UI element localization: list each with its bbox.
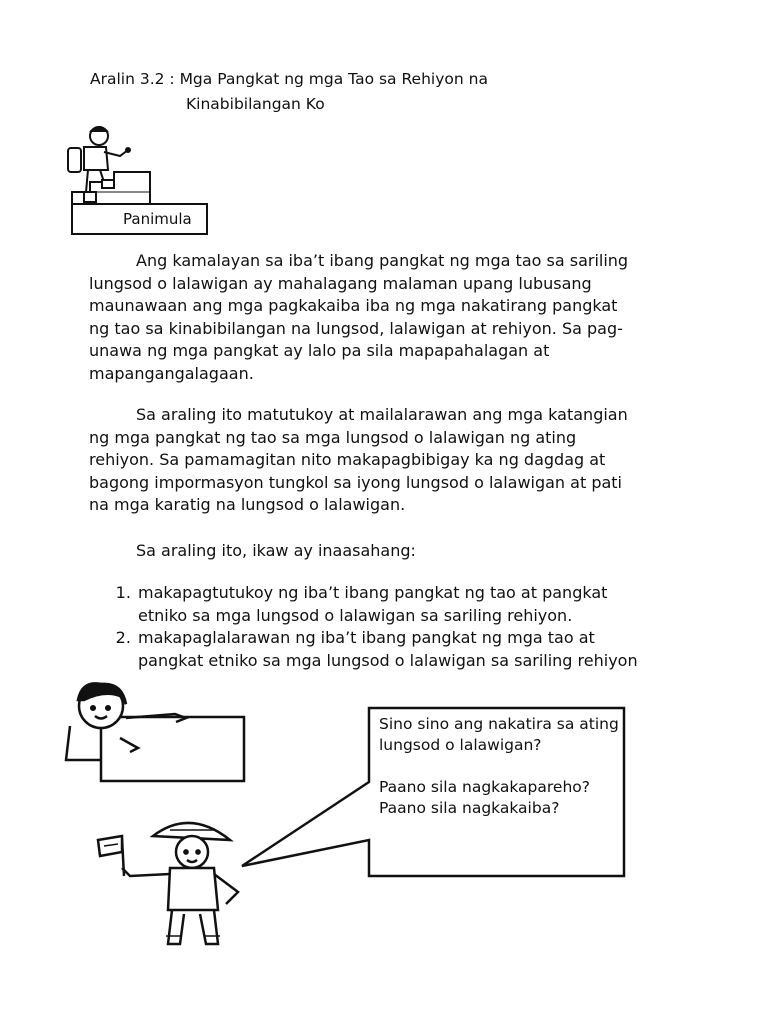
bubble-question-1: Sino sino ang nakatira sa ating lungsod o lalawigan? bbox=[379, 715, 619, 754]
p2-line-2: ng mga pangkat ng tao sa mga lungsod o lalawigan ng ating bbox=[89, 427, 577, 447]
objective-item bbox=[136, 627, 696, 672]
objectives-intro bbox=[89, 540, 689, 563]
p1-line-5: unawa ng mga pangkat ay lalo pa sila mapapahalagan at bbox=[89, 341, 550, 360]
boy-holding-sign-icon bbox=[66, 683, 244, 781]
objective-2-line-2: pangkat etniko sa mga lungsod o lalawigan sa sariling rehiyon bbox=[138, 650, 638, 670]
lesson-title-line1: Aralin 3.2 : Mga Pangkat ng mga Tao sa Rehiyon na bbox=[90, 70, 488, 88]
objective-2-line-1: makapaglalarawan ng iba’t ibang pangkat ng mga tao at bbox=[138, 628, 595, 647]
p2-line-4: bagong impormasyon tungkol sa iyong lungsod o lalawigan at pati bbox=[89, 472, 622, 492]
section-label-panimula bbox=[71, 203, 208, 235]
p3-text: Sa araling ito, ikaw ay inaasahang: bbox=[136, 541, 416, 560]
p2-line-5: na mga karatig na lungsod o lalawigan. bbox=[89, 495, 406, 514]
section-label-text: Panimula bbox=[123, 210, 192, 228]
intro-paragraph-2 bbox=[89, 404, 689, 517]
p1-line-1: Ang kamalayan sa iba’t ibang pangkat ng mga tao sa sariling bbox=[136, 251, 629, 270]
child-climbing-stairs-icon bbox=[68, 127, 150, 203]
p1-line-4: ng tao sa kinabibilangan na lungsod, lalawigan at rehiyon. Sa pag- bbox=[89, 318, 623, 338]
p2-line-1: Sa araling ito matutukoy at mailalarawan ang mga katangian bbox=[136, 405, 628, 424]
bubble-question-2: Paano sila nagkakapareho? Paano sila nagkakaiba? bbox=[379, 778, 590, 817]
speech-bubble-text bbox=[379, 714, 619, 840]
p1-line-6: mapangangalagaan. bbox=[89, 363, 254, 383]
p1-line-2: lungsod o lalawigan ay mahalagang malaman upang lubusang bbox=[89, 273, 592, 293]
lesson-title-line2: Kinabibilangan Ko bbox=[186, 95, 325, 113]
farmer-with-flag-icon bbox=[98, 823, 238, 944]
p1-line-3: maunawaan ang mga pagkakaiba iba ng mga nakatirang pangkat bbox=[89, 296, 618, 315]
objective-1-line-2: etniko sa mga lungsod o lalawigan sa sariling rehiyon. bbox=[138, 605, 573, 625]
objective-1-line-1: makapagtutukoy ng iba’t ibang pangkat ng tao at pangkat bbox=[138, 583, 608, 602]
objective-item bbox=[136, 582, 696, 627]
intro-paragraph-1 bbox=[89, 250, 689, 385]
objectives-list bbox=[98, 582, 696, 672]
p2-line-3: rehiyon. Sa pamamagitan nito makapagbibigay ka ng dagdag at bbox=[89, 450, 606, 469]
